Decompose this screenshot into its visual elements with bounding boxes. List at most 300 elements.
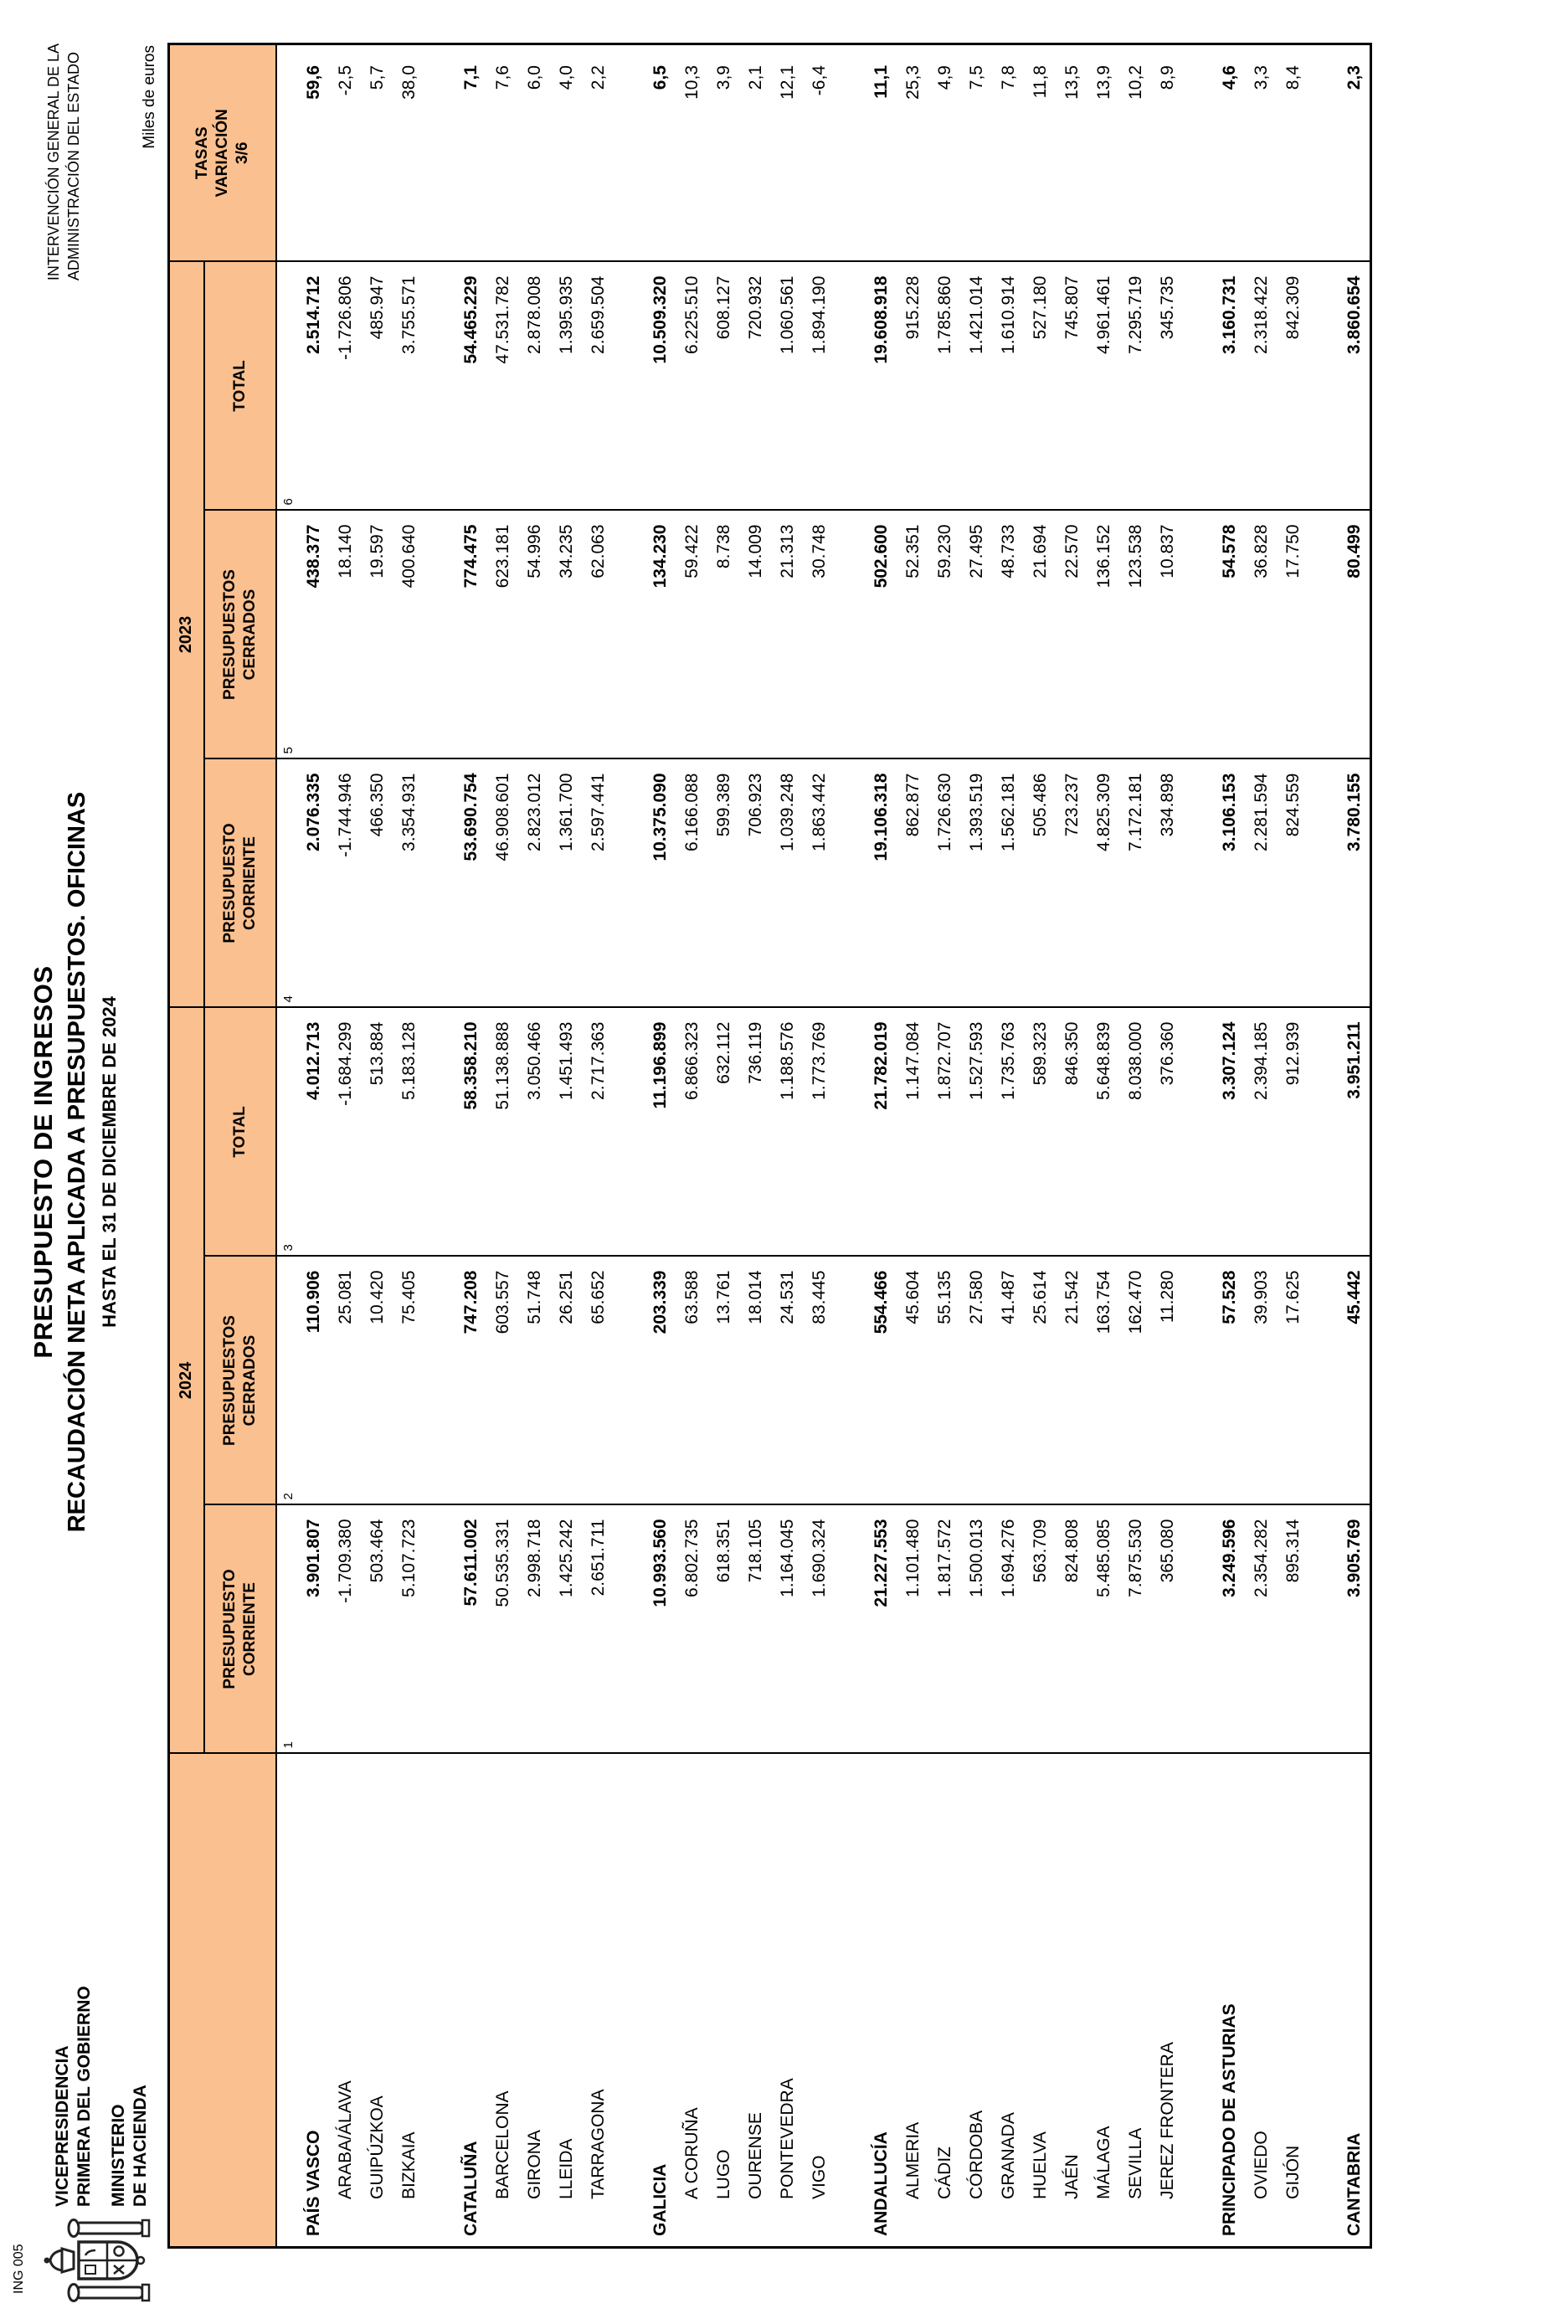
header-label-line: PRESUPUESTOS <box>220 1315 239 1446</box>
value-cell: 718.105 <box>740 1505 772 1754</box>
value-cell: 2.651.711 <box>583 1505 614 1754</box>
year-group-header: 2023 <box>169 262 204 1008</box>
value-cell <box>1309 1008 1339 1257</box>
value-cell: 824.559 <box>1278 759 1309 1008</box>
table-row <box>1056 44 1088 2248</box>
value-cell: 4.012.713 <box>298 1008 330 1257</box>
value-cell <box>614 1008 645 1257</box>
value-cell: -1.744.946 <box>330 759 362 1008</box>
value-cell <box>614 1257 645 1505</box>
value-cell: 2,3 <box>1339 44 1371 262</box>
value-cell: 2.823.012 <box>519 759 551 1008</box>
table-row <box>487 44 519 2248</box>
column-number: 3 <box>276 1008 298 1257</box>
value-cell: 110.906 <box>298 1257 330 1505</box>
value-cell: 10.509.320 <box>645 262 676 511</box>
value-cell: 2,2 <box>583 44 614 262</box>
value-cell: 55.135 <box>929 1257 961 1505</box>
row-label: LLEIDA <box>551 1754 583 2248</box>
value-cell: 21.313 <box>772 511 804 759</box>
value-cell <box>835 511 866 759</box>
value-cell: 24.531 <box>772 1257 804 1505</box>
row-label <box>1309 1754 1339 2248</box>
document-title <box>28 792 121 1533</box>
value-cell: 6.166.088 <box>676 759 708 1008</box>
value-cell <box>1184 44 1214 262</box>
value-cell: 57.611.002 <box>455 1505 487 1754</box>
unit-label: Miles de euros <box>141 45 158 149</box>
value-cell: 3.249.596 <box>1214 1505 1246 1754</box>
value-cell: 824.808 <box>1056 1505 1088 1754</box>
value-cell: 438.377 <box>298 511 330 759</box>
column-number-row <box>276 44 298 2248</box>
value-cell: 1.562.181 <box>993 759 1025 1008</box>
table-row <box>1246 44 1278 2248</box>
column-header <box>204 1505 276 1754</box>
table-row <box>519 44 551 2248</box>
row-label: CANTABRIA <box>1339 1754 1371 2248</box>
value-cell: 6,5 <box>645 44 676 262</box>
column-header <box>204 1257 276 1505</box>
value-cell: 10.837 <box>1152 511 1184 759</box>
value-cell: 27.580 <box>961 1257 993 1505</box>
value-cell: 58.358.210 <box>455 1008 487 1257</box>
table-row <box>645 44 676 2248</box>
value-cell: 846.350 <box>1056 1008 1088 1257</box>
column-number: 5 <box>276 511 298 759</box>
value-cell: 19.106.318 <box>866 759 897 1008</box>
value-cell: 2.597.441 <box>583 759 614 1008</box>
value-cell: 400.640 <box>393 511 425 759</box>
header-label-line: CERRADOS <box>240 589 259 681</box>
value-cell: 30.748 <box>804 511 835 759</box>
spacer-row <box>614 44 645 2248</box>
row-label: BARCELONA <box>487 1754 519 2248</box>
value-cell: 4,6 <box>1214 44 1246 262</box>
title-line-1: PRESUPUESTO DE INGRESOS <box>28 965 58 1359</box>
value-cell: 1.361.700 <box>551 759 583 1008</box>
header-label-line: CORRIENTE <box>240 1582 259 1676</box>
value-cell <box>425 511 455 759</box>
value-cell: 1.039.248 <box>772 759 804 1008</box>
region-column-header <box>169 1754 276 2248</box>
value-cell: 21.227.553 <box>866 1505 897 1754</box>
value-cell: 54.578 <box>1214 511 1246 759</box>
value-cell: 8,9 <box>1152 44 1184 262</box>
column-header <box>204 262 276 511</box>
value-cell: 2.998.718 <box>519 1505 551 1754</box>
value-cell: 17.625 <box>1278 1257 1309 1505</box>
value-cell: 5.183.128 <box>393 1008 425 1257</box>
value-cell: 8.738 <box>708 511 740 759</box>
table-row <box>551 44 583 2248</box>
table-row <box>330 44 362 2248</box>
table-row <box>362 44 393 2248</box>
value-cell: 10,3 <box>676 44 708 262</box>
row-label: CÁDIZ <box>929 1754 961 2248</box>
value-cell: 21.782.019 <box>866 1008 897 1257</box>
value-cell <box>614 511 645 759</box>
header-label-line: TASAS <box>193 126 212 180</box>
value-cell: 2.318.422 <box>1246 262 1278 511</box>
value-cell: 57.528 <box>1214 1257 1246 1505</box>
title-line-2: RECAUDACIÓN NETA APLICADA A PRESUPUESTOS. OFICINAS <box>64 791 90 1533</box>
value-cell: 2.354.282 <box>1246 1505 1278 1754</box>
value-cell <box>1184 1257 1214 1505</box>
value-cell: 3.905.769 <box>1339 1505 1371 1754</box>
value-cell: 1.164.045 <box>772 1505 804 1754</box>
value-cell: 38,0 <box>393 44 425 262</box>
value-cell: 59,6 <box>298 44 330 262</box>
value-cell: 7,6 <box>487 44 519 262</box>
value-cell: 59.230 <box>929 511 961 759</box>
value-cell: 376.360 <box>1152 1008 1184 1257</box>
table-row <box>929 44 961 2248</box>
value-cell <box>1309 759 1339 1008</box>
value-cell: 365.080 <box>1152 1505 1184 1754</box>
table-row <box>772 44 804 2248</box>
value-cell: 8.038.000 <box>1120 1008 1152 1257</box>
table-row <box>897 44 929 2248</box>
budget-table <box>167 43 1372 2249</box>
value-cell: -1.726.806 <box>330 262 362 511</box>
spain-coat-of-arms-logo <box>39 2219 166 2302</box>
value-cell: 1.425.242 <box>551 1505 583 1754</box>
column-number: 6 <box>276 262 298 511</box>
value-cell: 4,9 <box>929 44 961 262</box>
row-label: TARRAGONA <box>583 1754 614 2248</box>
spacer-row <box>835 44 866 2248</box>
row-label: ANDALUCÍA <box>866 1754 897 2248</box>
value-cell: 7.295.719 <box>1120 262 1152 511</box>
value-cell: 21.542 <box>1056 1257 1088 1505</box>
row-label: BIZKAIA <box>393 1754 425 2248</box>
value-cell: 1.147.084 <box>897 1008 929 1257</box>
column-number: 4 <box>276 759 298 1008</box>
value-cell: 1.817.572 <box>929 1505 961 1754</box>
value-cell <box>425 1505 455 1754</box>
value-cell: 36.828 <box>1246 511 1278 759</box>
value-cell: 39.903 <box>1246 1257 1278 1505</box>
value-cell <box>1309 44 1339 262</box>
value-cell: 6.802.735 <box>676 1505 708 1754</box>
value-cell <box>835 1505 866 1754</box>
value-cell <box>1184 1505 1214 1754</box>
value-cell: 3.951.211 <box>1339 1008 1371 1257</box>
value-cell: 502.600 <box>866 511 897 759</box>
table-row <box>298 44 330 2248</box>
value-cell: 80.499 <box>1339 511 1371 759</box>
table-row <box>393 44 425 2248</box>
value-cell: 466.350 <box>362 759 393 1008</box>
value-cell: 6.866.323 <box>676 1008 708 1257</box>
value-cell: 1.527.593 <box>961 1008 993 1257</box>
row-label <box>1184 1754 1214 2248</box>
value-cell <box>1309 1505 1339 1754</box>
value-cell: 25.614 <box>1025 1257 1056 1505</box>
header-label-line: VARIACIÓN <box>213 109 231 198</box>
value-cell: 1.060.561 <box>772 262 804 511</box>
row-label: CATALUÑA <box>455 1754 487 2248</box>
header-label-line: CERRADOS <box>240 1334 259 1427</box>
value-cell: 912.939 <box>1278 1008 1309 1257</box>
value-cell: 608.127 <box>708 262 740 511</box>
value-cell: 4,0 <box>551 44 583 262</box>
table-row <box>1152 44 1184 2248</box>
value-cell: 7,1 <box>455 44 487 262</box>
value-cell: 1.393.519 <box>961 759 993 1008</box>
value-cell <box>1184 262 1214 511</box>
value-cell: 485.947 <box>362 262 393 511</box>
row-label: MÁLAGA <box>1088 1754 1120 2248</box>
table-row <box>708 44 740 2248</box>
value-cell <box>835 44 866 262</box>
row-label: CÓRDOBA <box>961 1754 993 2248</box>
value-cell: 7,8 <box>993 44 1025 262</box>
spacer-row <box>425 44 455 2248</box>
value-cell: 1.451.493 <box>551 1008 583 1257</box>
value-cell: 3.307.124 <box>1214 1008 1246 1257</box>
value-cell: 11,1 <box>866 44 897 262</box>
value-cell: 1.726.630 <box>929 759 961 1008</box>
row-label <box>835 1754 866 2248</box>
igae-block <box>44 44 85 280</box>
value-cell: 5.648.839 <box>1088 1008 1120 1257</box>
igae-line-2: ADMINISTRACIÓN DEL ESTADO <box>65 52 83 281</box>
value-cell <box>425 759 455 1008</box>
row-label <box>614 1754 645 2248</box>
spacer-row <box>1309 44 1339 2248</box>
value-cell: 25.081 <box>330 1257 362 1505</box>
agency-line: DE HACIENDA <box>130 2085 150 2207</box>
row-label: VIGO <box>804 1754 835 2248</box>
table-row <box>866 44 897 2248</box>
value-cell: 18.140 <box>330 511 362 759</box>
table-row <box>1339 44 1371 2248</box>
value-cell: 505.486 <box>1025 759 1056 1008</box>
value-cell: 6.225.510 <box>676 262 708 511</box>
value-cell: 563.709 <box>1025 1505 1056 1754</box>
value-cell: 3.755.571 <box>393 262 425 511</box>
value-cell: -6,4 <box>804 44 835 262</box>
row-label: ALMERIA <box>897 1754 929 2248</box>
value-cell: 3.050.466 <box>519 1008 551 1257</box>
value-cell: 2,1 <box>740 44 772 262</box>
value-cell: 2.076.335 <box>298 759 330 1008</box>
value-cell: 3.160.731 <box>1214 262 1246 511</box>
value-cell: 54.465.229 <box>455 262 487 511</box>
tasas-column-header <box>169 44 276 262</box>
row-label: SEVILLA <box>1120 1754 1152 2248</box>
value-cell: 1.421.014 <box>961 262 993 511</box>
value-cell: 747.208 <box>455 1257 487 1505</box>
value-cell: 25,3 <box>897 44 929 262</box>
value-cell: 3.860.654 <box>1339 262 1371 511</box>
value-cell <box>614 44 645 262</box>
value-cell <box>835 262 866 511</box>
row-label: GUIPÚZKOA <box>362 1754 393 2248</box>
value-cell: 3.901.807 <box>298 1505 330 1754</box>
value-cell <box>835 1257 866 1505</box>
value-cell: 11,8 <box>1025 44 1056 262</box>
value-cell: 599.389 <box>708 759 740 1008</box>
value-cell: 3,9 <box>708 44 740 262</box>
value-cell: 10.375.090 <box>645 759 676 1008</box>
value-cell: 3.106.153 <box>1214 759 1246 1008</box>
value-cell: 842.309 <box>1278 262 1309 511</box>
value-cell: 1.773.769 <box>804 1008 835 1257</box>
year-group-header: 2024 <box>169 1008 204 1754</box>
row-label: ARABA/ÁLAVA <box>330 1754 362 2248</box>
table-row <box>1025 44 1056 2248</box>
value-cell: 11.196.899 <box>645 1008 676 1257</box>
value-cell: 2.281.594 <box>1246 759 1278 1008</box>
value-cell: 54.996 <box>519 511 551 759</box>
value-cell: 41.487 <box>993 1257 1025 1505</box>
table-row <box>740 44 772 2248</box>
table-row <box>1278 44 1309 2248</box>
row-label: GALICIA <box>645 1754 676 2248</box>
igae-line-1: INTERVENCIÓN GENERAL DE LA <box>45 44 62 281</box>
header-label-line: TOTAL <box>230 1106 249 1158</box>
value-cell: 3,3 <box>1246 44 1278 262</box>
header-label-line: PRESUPUESTOS <box>220 569 239 700</box>
value-cell <box>1184 511 1214 759</box>
agency-line: PRIMERA DEL GOBIERNO <box>75 1986 95 2207</box>
row-label: GIRONA <box>519 1754 551 2248</box>
value-cell: 5,7 <box>362 44 393 262</box>
value-cell: 123.538 <box>1120 511 1152 759</box>
value-cell: 1.863.442 <box>804 759 835 1008</box>
agency-gap <box>96 1986 108 2207</box>
value-cell: 45.604 <box>897 1257 929 1505</box>
value-cell: 1.395.935 <box>551 262 583 511</box>
value-cell: 1.894.190 <box>804 262 835 511</box>
table-row <box>455 44 487 2248</box>
value-cell: 10.420 <box>362 1257 393 1505</box>
value-cell: 1.610.914 <box>993 262 1025 511</box>
value-cell: 13,5 <box>1056 44 1088 262</box>
value-cell: 7.875.530 <box>1120 1505 1152 1754</box>
value-cell: 736.119 <box>740 1008 772 1257</box>
value-cell: 51.748 <box>519 1257 551 1505</box>
value-cell: 19.597 <box>362 511 393 759</box>
value-cell <box>425 1008 455 1257</box>
value-cell: 10,2 <box>1120 44 1152 262</box>
value-cell: 62.063 <box>583 511 614 759</box>
value-cell: 503.464 <box>362 1505 393 1754</box>
value-cell: 27.495 <box>961 511 993 759</box>
value-cell: 2.717.363 <box>583 1008 614 1257</box>
row-label: GRANADA <box>993 1754 1025 2248</box>
value-cell: 17.750 <box>1278 511 1309 759</box>
value-cell: 75.405 <box>393 1257 425 1505</box>
value-cell: 21.694 <box>1025 511 1056 759</box>
value-cell: -1.709.380 <box>330 1505 362 1754</box>
value-cell: 1.694.276 <box>993 1505 1025 1754</box>
value-cell <box>835 759 866 1008</box>
value-cell: 3.780.155 <box>1339 759 1371 1008</box>
row-label: PRINCIPADO DE ASTURIAS <box>1214 1754 1246 2248</box>
row-label: LUGO <box>708 1754 740 2248</box>
value-cell: 11.280 <box>1152 1257 1184 1505</box>
value-cell <box>614 262 645 511</box>
value-cell: 59.422 <box>676 511 708 759</box>
value-cell: 65.652 <box>583 1257 614 1505</box>
value-cell: 1.872.707 <box>929 1008 961 1257</box>
value-cell: 513.884 <box>362 1008 393 1257</box>
value-cell <box>1309 1257 1339 1505</box>
row-label: JEREZ FRONTERA <box>1152 1754 1184 2248</box>
column-number: 2 <box>276 1257 298 1505</box>
table-row <box>583 44 614 2248</box>
value-cell: 2.514.712 <box>298 262 330 511</box>
spacer-row <box>1184 44 1214 2248</box>
value-cell: 7,5 <box>961 44 993 262</box>
value-cell: 134.230 <box>645 511 676 759</box>
value-cell: 13,9 <box>1088 44 1120 262</box>
value-cell: 2.878.008 <box>519 262 551 511</box>
value-cell: 7.172.181 <box>1120 759 1152 1008</box>
table-body <box>276 44 1371 2248</box>
row-label: PONTEVEDRA <box>772 1754 804 2248</box>
value-cell: 1.188.576 <box>772 1008 804 1257</box>
value-cell: 4.961.461 <box>1088 262 1120 511</box>
value-cell: 1.785.860 <box>929 262 961 511</box>
value-cell: 136.152 <box>1088 511 1120 759</box>
value-cell <box>425 1257 455 1505</box>
table-row <box>1088 44 1120 2248</box>
value-cell: 203.339 <box>645 1257 676 1505</box>
year-header-row <box>169 44 204 2248</box>
agency-text <box>39 1986 152 2207</box>
value-cell <box>1184 1008 1214 1257</box>
column-header <box>204 759 276 1008</box>
value-cell <box>1184 759 1214 1008</box>
value-cell: 163.754 <box>1088 1257 1120 1505</box>
value-cell: 915.228 <box>897 262 929 511</box>
value-cell <box>835 1008 866 1257</box>
row-label: HUELVA <box>1025 1754 1056 2248</box>
value-cell: 527.180 <box>1025 262 1056 511</box>
value-cell: 2.659.504 <box>583 262 614 511</box>
row-label <box>425 1754 455 2248</box>
value-cell: 1.500.013 <box>961 1505 993 1754</box>
header-label-line: PRESUPUESTO <box>220 1569 239 1689</box>
empty-cell <box>276 1754 298 2248</box>
header-label-line: PRESUPUESTO <box>220 823 239 943</box>
value-cell: 48.733 <box>993 511 1025 759</box>
value-cell <box>1309 511 1339 759</box>
value-cell: 22.570 <box>1056 511 1088 759</box>
empty-cell <box>276 44 298 262</box>
agency-block <box>39 1986 166 2302</box>
agency-line: VICEPRESIDENCIA <box>53 2045 72 2207</box>
value-cell: 8,4 <box>1278 44 1309 262</box>
value-cell: 2.394.185 <box>1246 1008 1278 1257</box>
title-line-3: HASTA EL 31 DE DICIEMBRE DE 2024 <box>99 996 120 1328</box>
value-cell: 603.557 <box>487 1257 519 1505</box>
value-cell: 623.181 <box>487 511 519 759</box>
column-header <box>204 1008 276 1257</box>
value-cell: 1.101.480 <box>897 1505 929 1754</box>
value-cell: 3.354.931 <box>393 759 425 1008</box>
value-cell: 345.735 <box>1152 262 1184 511</box>
table-row <box>993 44 1025 2248</box>
table-header <box>169 44 276 2248</box>
value-cell <box>425 44 455 262</box>
value-cell: 554.466 <box>866 1257 897 1505</box>
